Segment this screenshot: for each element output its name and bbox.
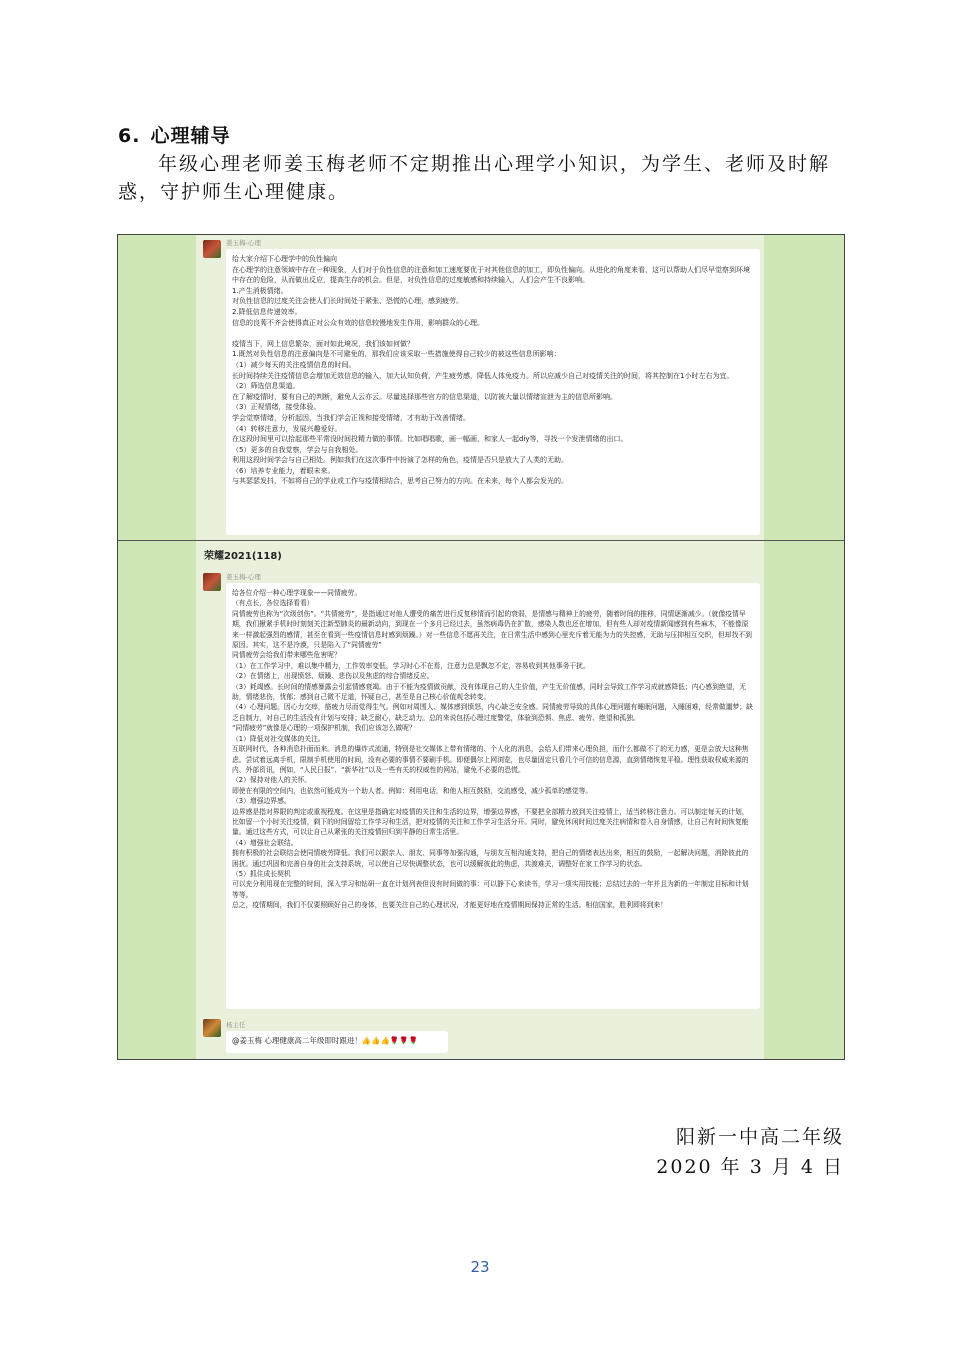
message-line: （2）在情绪上，出现愤怒、烦躁、悲伤以及焦虑的综合情绪反应。 bbox=[232, 672, 434, 681]
message-line: 学会觉察情绪，分析起因，当我们学会正视和接受情绪，才有助于改善情绪。 bbox=[232, 413, 470, 422]
message-text: @姜玉梅 心理健康高二年级即时跟进！👍👍👍🌹🌹🌹 bbox=[232, 1036, 418, 1045]
avatar bbox=[203, 573, 221, 591]
message-line: 边界感是指对界限的判定或重视程度。在这里是指确定对疫情的关注和生活的边界，增强边界感，不要把全部精力放到关注疫情上，适当转移注意力。可以制定每天的计划，比如留一个小时关注疫情，剩下的时间留给工作学习和生活，把对疫情的关注和工作学习生活分开。同时，避免休闲时间过度关注病情和卷入自身情感，让自己有时间恢复能量。通过这些方式，可以让自己从紧张的关注疫情回归到平静的日常生活里。 bbox=[232, 807, 749, 837]
message-line: 对负性信息的过度关注会使人们长时间处于紧张、恐慌的心理，感到疲劳。 bbox=[232, 297, 463, 306]
message-line: （6）培养专业能力，着眼未来。 bbox=[232, 466, 335, 475]
message-line: “同情疲劳”就像是心理的一项保护机制，我们应该怎么做呢？ bbox=[232, 724, 416, 733]
message-line: 给各位介绍一种心理学现象——同情疲劳。 bbox=[232, 589, 362, 597]
message-line: （2）保持对他人的关怀。 bbox=[232, 776, 312, 785]
message-line: 疫情当下，网上信息繁杂，面对如此境况，我们该如何做？ bbox=[232, 339, 414, 348]
message-bubble bbox=[226, 583, 760, 1009]
message-line: 同情疲劳会给我们带来哪些危害呢？ bbox=[232, 651, 341, 660]
chat-screenshot bbox=[117, 234, 845, 1060]
chat-panel-top bbox=[196, 235, 764, 540]
message-text bbox=[232, 588, 754, 911]
message-line: （3）耗竭感。长时间的情感暴露会引起情感衰竭。由于不能为疫情做贡献，没有体现自己的人生价值，产生无价值感，同时会导致工作学习成就感降低；内心感到绝望，无助，情绪悲伤，忧郁；感到自己微不足道，怀疑自己，甚至是自己核心价值观念转变。 bbox=[232, 682, 747, 702]
message-line: （1）在工作学习中，难以集中精力，工作效率变低，学习时心不在焉，注意力总是飘忽不定，容易收到其他事务干扰。 bbox=[232, 661, 590, 670]
message-line: 给大家介绍下心理学中的负性偏向 bbox=[232, 255, 337, 263]
message-bubble bbox=[226, 1031, 448, 1053]
page-number: 23 bbox=[470, 1258, 490, 1276]
message-line bbox=[232, 328, 754, 339]
message-line: 信息的良莠不齐会使得真正对公众有效的信息较慢地发生作用，影响群众的心理。 bbox=[232, 318, 484, 327]
message-line: （5）抓住成长契机 bbox=[232, 869, 291, 878]
message-line: 在了解疫情时，要有自己的判断，避免人云亦云。尽量选择那些官方的信息渠道，以防被大量以情绪宣泄为主的信息所影响。 bbox=[232, 392, 617, 401]
signature-date: 2020 年 3 月 4 日 bbox=[656, 1156, 844, 1178]
avatar bbox=[203, 1019, 221, 1037]
message-line: 在心理学的注意领域中存在一种现象，人们对于负性信息的注意和加工速度要优于对其他信息的加工，即负性偏向。从进化的角度来看，这可以帮助人们尽早觉察到环境中存在的危险，从而做出反应，提高生存的机会。但是，对负性信息的过度敏感和持续输入，人们会产生不良影响。 bbox=[232, 265, 750, 285]
signature-school: 阳新一中高二年级 bbox=[675, 1126, 844, 1148]
message-line: 总之，疫情期间，我们不仅要照顾好自己的身体，也要关注自己的心理状况，才能更好地在疫情期间保持正常的生活。相信国家，胜利即将到来！ bbox=[232, 901, 667, 910]
message-line: （2）筛选信息渠道。 bbox=[232, 382, 300, 391]
message-line: 可以充分利用现在完整的时间，深入学习和钻研一直在计划列表但没有时间做的事：可以静下心来读书，学习一项实用技能；总结过去的一年并且为新的一年制定目标和计划等等。 bbox=[232, 880, 749, 899]
message-line: 拥有积极的社会联结会使同情疲劳降低。我们可以跟亲人、朋友、同事等加强沟通，与朋友互相沟通支持，把自己的情绪表达出来，相互的鼓励，一起解决问题，消除彼此的困扰。通过巩固和完善自身的社会支持系统，可以使自己尽快调整状态，也可以缓解彼此的焦虑，共渡难关，调整好在家工作学习的状态。 bbox=[232, 849, 749, 868]
message-line: 2.降低信息传递效率。 bbox=[232, 307, 302, 316]
message-line: （1）降低对社交媒体的关注。 bbox=[232, 734, 325, 743]
group-title: 荣耀2021(118) bbox=[204, 551, 282, 562]
message-line: （3）正视情绪，接受体验。 bbox=[232, 403, 321, 412]
message-line: 1.产生消极情绪。 bbox=[232, 286, 288, 295]
section-heading bbox=[118, 121, 230, 148]
message-line: （有点长，各位选择看看） bbox=[232, 599, 314, 608]
section-title: 心理辅导 bbox=[150, 125, 231, 147]
message-line: 在这段时间里可以拾起那些平常没时间投精力做的事情。比如唱唱歌，画一幅画，和家人一起diy等，寻找一个发泄情绪的出口。 bbox=[232, 435, 628, 444]
message-line: 利用这段时间学会与自己相处。例如我们在这次事件中扮演了怎样的角色，疫情是否只是放大了人类的无助。 bbox=[232, 456, 568, 465]
message-line: 同情疲劳也称为“次级创伤”。“共情疲劳”，是指通过对他人遭受的痛苦进行反复移情而引起的衰弱，是情感与精神上的疲劳，随着时间的推移，同情逐渐减少。（就像疫情早期，我们揪紧手机时时刻刻关注新型肺炎的最新动向，到现在一个多月已经过去，虽然病毒仍在扩散，感染人数也还在增加，但有些人却对疫情新闻感到有些麻木，不能像原来一样激起强烈的感情，甚至在看到一些疫情信息时感到烦躁。）对一些信息不愿再关注，在日常生活中感到心里充斥着无能为力的失控感，无助与压抑相互交织，但却找不到原因。其实，这不是冷漠，只是陷入了“同情疲劳” bbox=[232, 609, 752, 650]
avatar bbox=[203, 240, 221, 258]
message-text bbox=[232, 254, 754, 487]
message-line: （1）减少每天的关注疫情信息的时间。 bbox=[232, 360, 356, 369]
message-sender: 杨主任 bbox=[226, 1021, 246, 1029]
message-line: （4）心理问题。因心力交瘁，筋疲力尽而觉得生气。例如对周围人、媒体感到愤怒，内心缺乏安全感。同情疲劳导致的具体心理问题有睡眠问题，入睡困难，经常做噩梦；缺乏自制力，对自己的生活没有计划与安排；缺乏耐心，缺乏动力。总的来说包括心理过度警觉，体验到恐惧、焦虑、疲劳、绝望和孤独。 bbox=[232, 703, 753, 722]
message-line: （3）增强边界感。 bbox=[232, 797, 291, 806]
message-line: （4）增强社会联结。 bbox=[232, 838, 298, 847]
message-line: 即使在有限的空间内，也依然可能成为一个助人者。例如：利用电话，和他人相互鼓励，交流感受，减少孤单的感觉等。 bbox=[232, 786, 593, 795]
message-line: 1.既然对负性信息的注意偏向是不可避免的，那我们应该采取一些措施使得自己较少的被这些信息所影响： bbox=[232, 350, 561, 359]
chat-panel-bottom bbox=[196, 541, 764, 1060]
message-bubble bbox=[226, 249, 760, 535]
message-sender: 姜玉梅-心理 bbox=[226, 573, 261, 581]
message-line: 与其瑟瑟发抖，不如将自己的学业或工作与疫情相结合，思考自己努力的方向。在未来，每个人都会发光的。 bbox=[232, 477, 568, 486]
message-line: （5）更多的自我觉察，学会与自我相处。 bbox=[232, 445, 363, 454]
message-line: （4）转移注意力，发展兴趣爱好。 bbox=[232, 424, 342, 433]
section-paragraph: 年级心理老师姜玉梅老师不定期推出心理学小知识，为学生、老师及时解惑，守护师生心理健康。 bbox=[118, 153, 831, 203]
message-sender: 姜玉梅-心理 bbox=[226, 239, 261, 247]
section-number: 6. bbox=[118, 125, 141, 147]
message-line: 互联网时代，各种消息扑面而来。消息的爆炸式流通，特别是社交媒体上带有情绪的、个人化的消息，会给人们带来心理负担，而什么都做不了的无力感，更是会放大这种焦虑。尝试着远离手机，限制手机使用的时间，没有必要的事情不要刷手机。即便偶尔上网浏览，也尽量固定只看几个可信的信息源，直到情绪恢复平稳。理性获取权威来源的内、外部资讯，例如，“人民日报”、“新华社”以及一些有关的权威性的网站，避免不必要的恐慌。 bbox=[232, 745, 749, 774]
message-line: 长时间持续关注疫情信息会增加无效信息的输入，加大认知负荷，产生疲劳感，降低人体免疫力。所以应减少自己对疫情关注的时间，将其控制在1小时左右为宜。 bbox=[232, 371, 734, 380]
